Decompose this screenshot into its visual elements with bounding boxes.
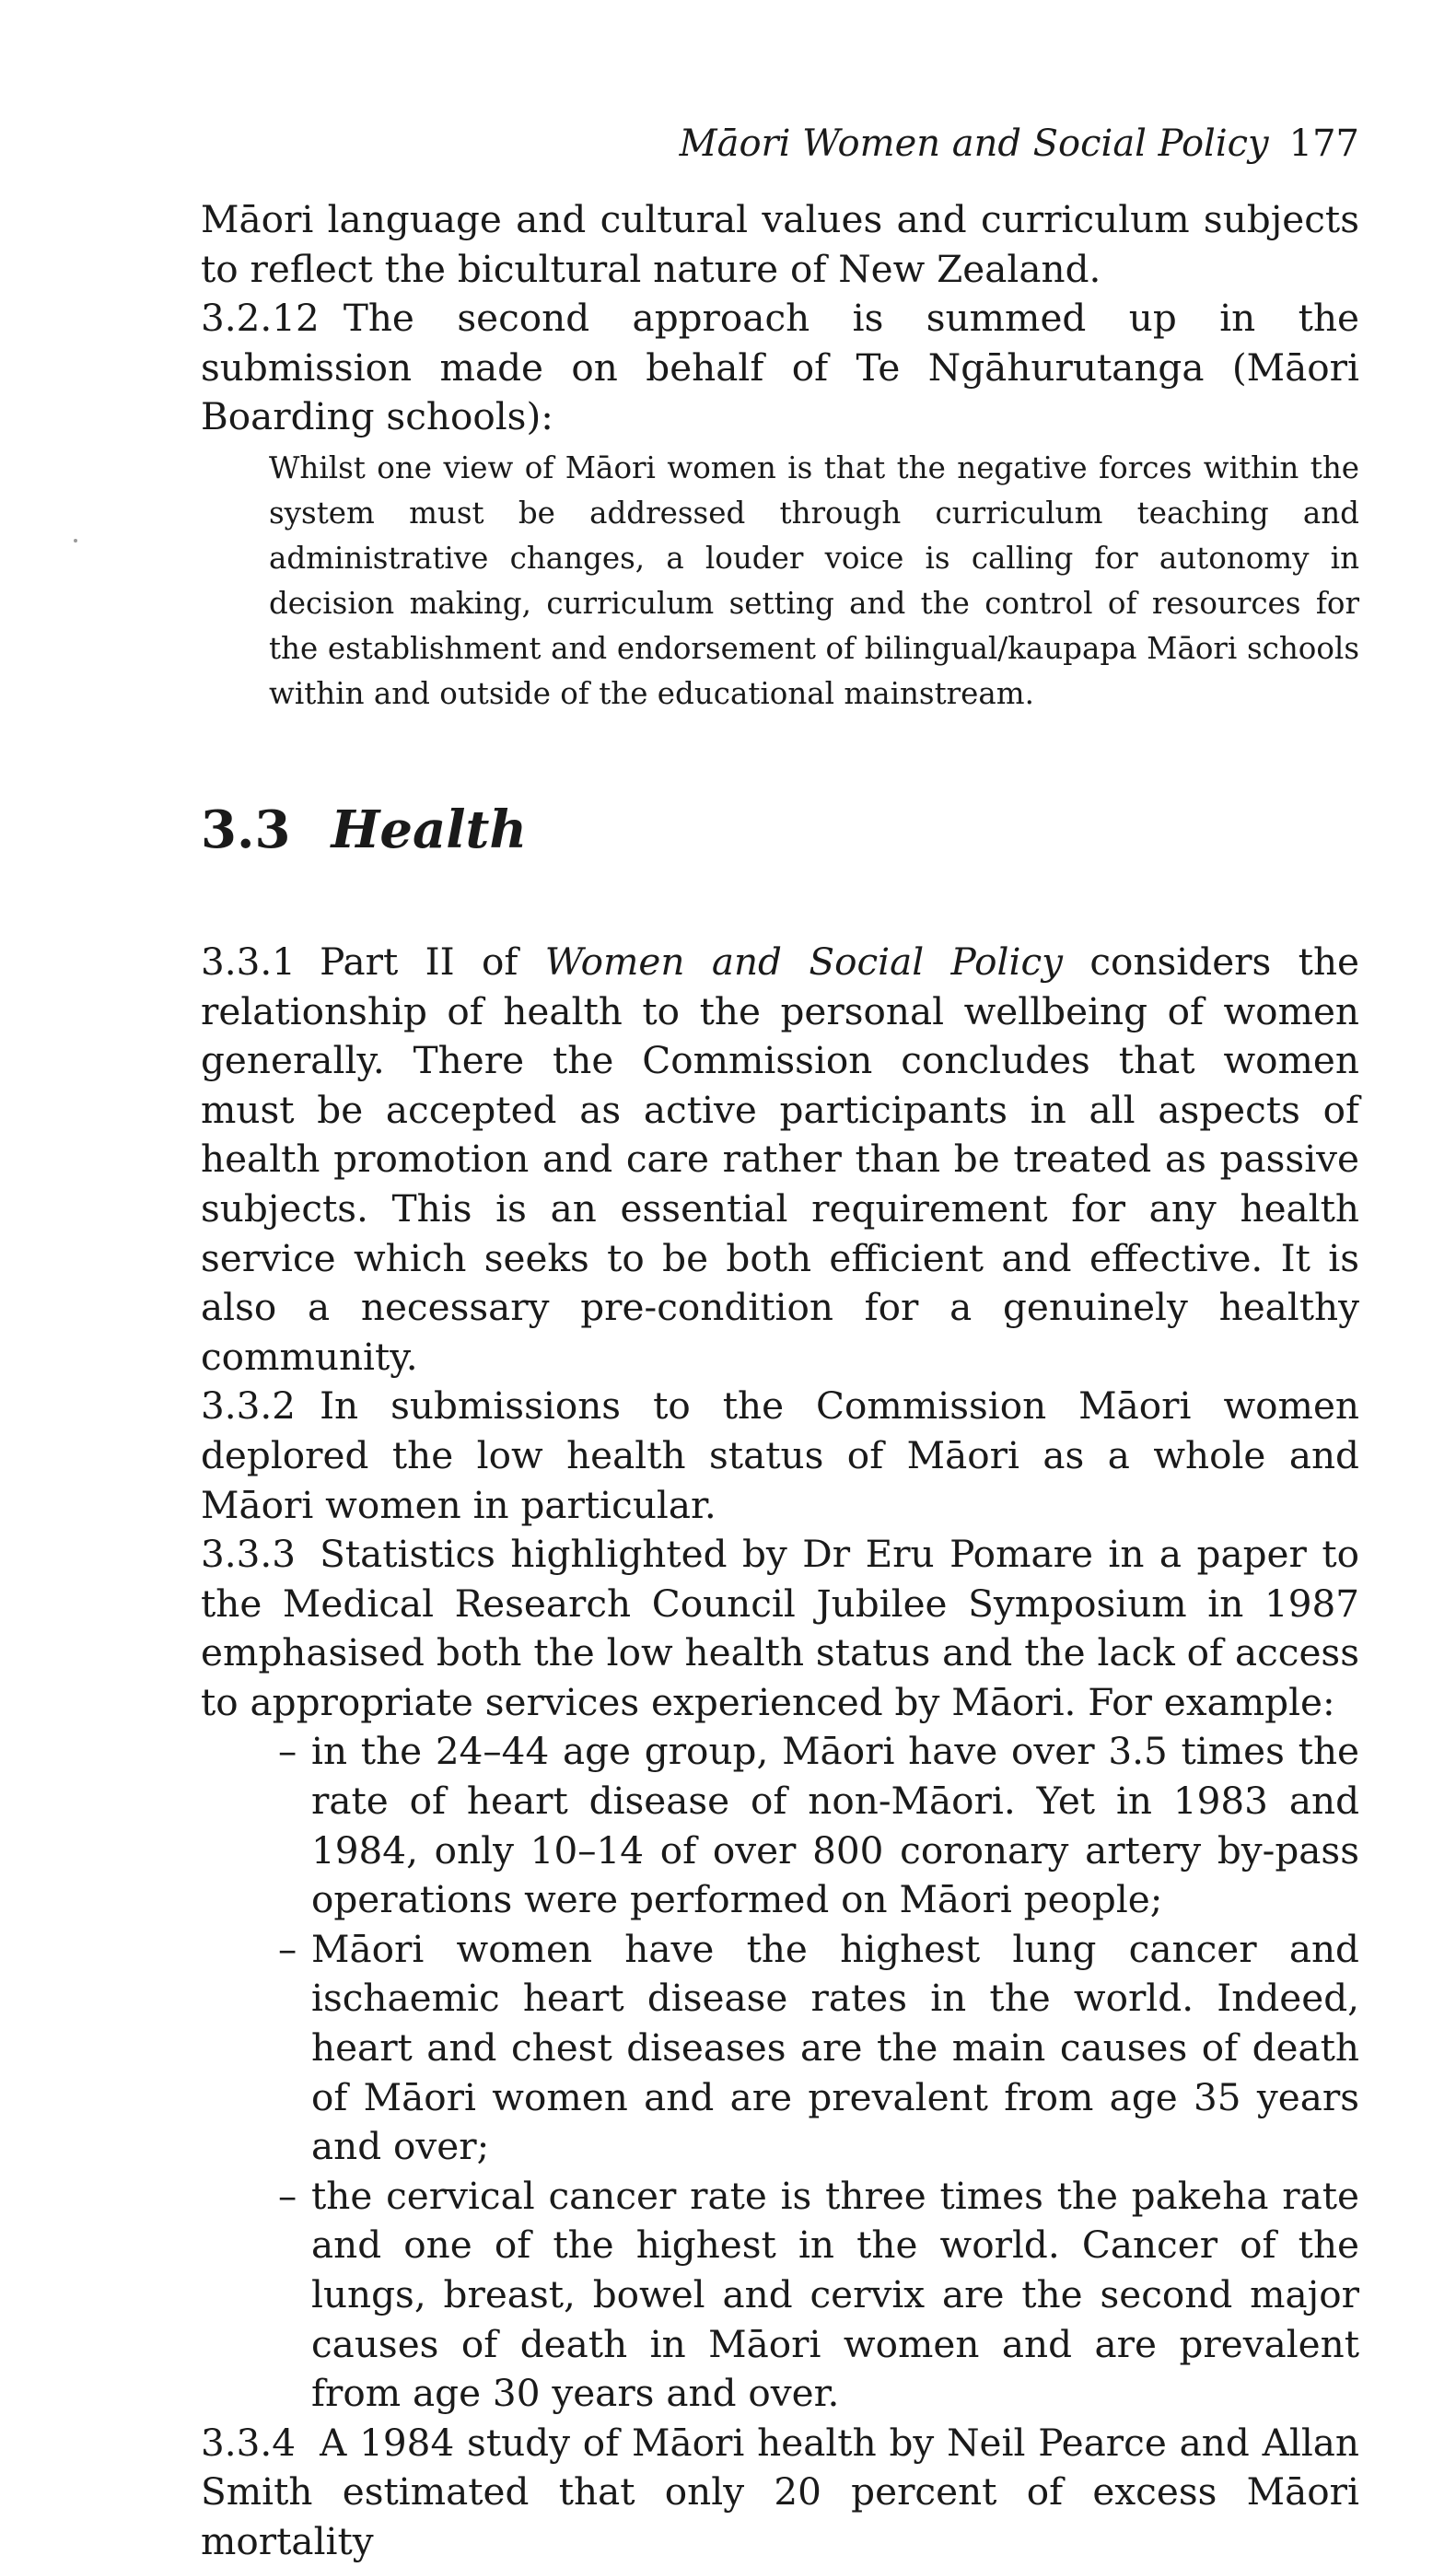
paragraph-3-3-1 [201,938,1359,1382]
list-item [278,1925,1359,2172]
paragraph-3-3-3 [201,1530,1359,1727]
section-heading [201,798,1359,862]
dash-marker: – [278,1729,297,1774]
section-title: Health [331,799,528,860]
section-number: 3.3 [201,799,291,860]
paragraph-continued: Māori language and cultural values and curriculum subjects to reflect the bicultural nature of New Zealand. [201,197,1359,291]
paragraph-number: 3.3.1 [201,939,297,984]
list-item [278,2172,1359,2419]
book-title-italic: Women and Social Policy [544,939,1064,984]
running-head [201,118,1359,169]
paragraph-number: 3.3.2 [201,1383,297,1429]
dash-marker: – [278,1926,297,1971]
page-number: 177 [1288,123,1359,165]
paragraph-text: Statistics highlighted by Dr Eru Pomare in a paper to the Medical Research Council Jubilee Symposium in 1987 emphasised both the low health status and the lack of access to appropriate services experienced by Māori. For example: [201,1532,1359,1724]
book-page [201,118,1359,2567]
paragraph-3-2-12 [201,294,1359,442]
paragraph-text-rest: considers the relationship of health to the personal wellbeing of women generally. There the Commission concludes that women must be accepted as active participants in all aspects of health promotion and care rather than be treated as passive subjects. This is an essential requirement for any health service which seeks to be both efficient and effective. It is also a necessary pre-condition for a genuinely healthy community. [201,939,1359,1379]
list-item-text: in the 24–44 age group, Māori have over 3.5 times the rate of heart disease of non-Māori. Yet in 1983 and 1984, only 10–14 of over 800 coronary artery by-pass operations were performed on Māori people; [311,1729,1359,1922]
paragraph-number: 3.3.4 [201,2420,297,2465]
list-item-text: Māori women have the highest lung cancer and ischaemic heart disease rates in the world. Indeed, heart and chest diseases are the main causes of death of Māori women and are prevalent from age 35 years and over; [311,1926,1359,2169]
list-item [278,1727,1359,1924]
list-item-text: the cervical cancer rate is three times the pakeha rate and one of the highest in the world. Cancer of the lungs, breast, bowel and cervix are the second major causes of death in Māori women and are prevalent from age 30 years and over. [311,2173,1359,2416]
paragraph-text: In submissions to the Commission Māori women deplored the low health status of Māori as a whole and Māori women in particular. [201,1383,1359,1527]
paragraph-3-3-2 [201,1382,1359,1530]
statistics-list [201,1727,1359,2418]
running-head-title: Māori Women and Social Policy [679,123,1269,165]
paragraph-number: 3.2.12 [201,296,320,341]
block-quote: Whilst one view of Māori women is that the negative forces within the system must be addressed through curriculum teaching and administrative changes, a louder voice is calling for autonomy in decision making, curriculum setting and the control of resources for the establishment and endorsement of bilingual/kaupapa Māori schools within and outside of the educational mainstream. [269,449,1359,711]
dash-marker: – [278,2173,297,2218]
paragraph-text-start: Part II of [320,939,545,984]
paragraph-text: The second approach is summed up in the submission made on behalf of Te Ngāhurutanga (Māori Boarding schools): [201,296,1359,439]
paragraph-3-3-4 [201,2419,1359,2567]
paragraph-text: A 1984 study of Māori health by Neil Pearce and Allan Smith estimated that only 20 percent of excess Māori mortality [201,2420,1359,2563]
margin-speck [74,539,77,543]
paragraph-number: 3.3.3 [201,1532,297,1577]
